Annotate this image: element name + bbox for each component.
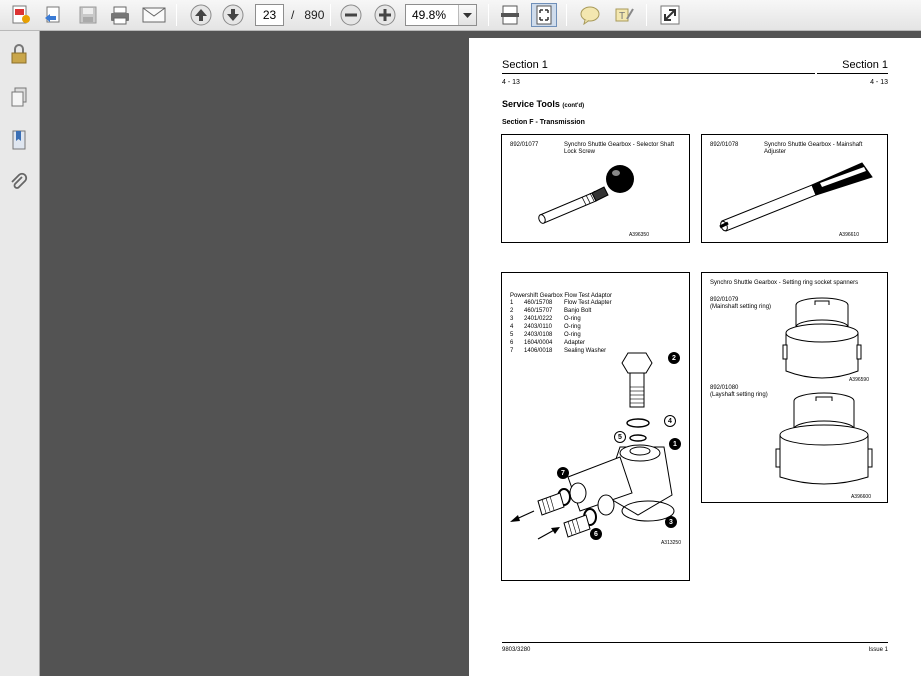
footer-left: 9803/3280 [502,647,531,653]
parts-list-item [510,300,650,308]
tool-panel-setting-ring-spanners [701,272,888,503]
next-page-icon[interactable] [220,3,246,27]
create-pdf-icon[interactable] [8,3,34,27]
callout-marker: 4 [664,415,676,427]
tool-code-2: 892/01080 [710,385,739,391]
item-number: 4 [510,324,514,330]
save-icon[interactable] [75,3,101,27]
item-code: 460/15708 [524,300,553,306]
open-file-icon[interactable] [41,3,67,27]
callout-marker: 3 [665,516,677,528]
item-number: 5 [510,332,514,338]
item-name: Flow Test Adapter [564,300,612,306]
tool-panel-mainshaft-adjuster [701,134,888,243]
tool-code-1: 892/01079 [710,297,739,303]
item-number: 3 [510,316,514,322]
item-number: 1 [510,300,514,306]
item-code: 460/15707 [524,308,553,314]
parts-list-item [510,316,650,324]
parts-list-item [510,308,650,316]
callout-marker: 5 [614,431,626,443]
zoom-select[interactable] [405,4,477,26]
mainshaft-socket-drawing [782,293,862,383]
expand-icon[interactable] [657,3,683,27]
item-code: 1604/0004 [524,340,553,346]
tool-description: Synchro Shuttle Gearbox - Selector Shaft Lock Screw [564,142,675,155]
chevron-down-icon[interactable] [458,5,476,25]
tool-label-1: (Mainshaft setting ring) [710,304,772,310]
pdf-page [469,38,921,676]
previous-page-icon[interactable] [188,3,214,27]
email-icon[interactable] [141,3,167,27]
highlight-text-icon[interactable] [611,3,637,27]
page-total-label: / 890 [291,8,325,22]
item-code: 2403/0108 [524,332,553,338]
item-code: 2401/0222 [524,316,553,322]
callout-marker: 7 [557,467,569,479]
item-name: O-ring [564,332,581,338]
figure-ref: A396350 [628,232,649,238]
zoom-in-icon[interactable] [372,3,398,27]
panel-title: Synchro Shuttle Gearbox - Setting ring socket spanners [710,280,859,286]
navigation-pane [0,31,40,676]
toolbar [0,0,921,31]
zoom-out-icon[interactable] [338,3,364,27]
tool-code: 892/01078 [710,142,739,148]
page-number-right: 4 - 13 [870,79,888,86]
parts-list-item [510,332,650,340]
page-number-left: 4 - 13 [502,79,520,86]
item-name: O-ring [564,324,581,330]
figure-ref: A396610 [838,232,859,238]
fit-width-icon[interactable] [497,3,523,27]
comment-icon[interactable] [577,3,603,27]
tool-code: 892/01077 [510,142,539,148]
flow-test-adaptor-drawing [508,345,688,545]
header-left: Section 1 [502,59,548,71]
svg-text:T: T [619,11,626,22]
lock-screw-drawing [532,155,652,225]
item-name: Adapter [564,340,586,346]
callout-marker: 1 [669,438,681,450]
item-number: 6 [510,340,514,346]
header-right: Section 1 [842,59,888,71]
print-icon[interactable] [107,3,133,27]
item-code: 1406/0018 [524,348,553,354]
footer-right: Issue 1 [868,647,888,653]
tool-description: Synchro Shuttle Gearbox - Mainshaft Adjuster [764,142,863,155]
tool-panel-flow-test-adaptor [501,272,690,581]
callout-marker: 2 [668,352,680,364]
figure-ref: A313250 [660,540,681,546]
callout-marker: 6 [590,528,602,540]
figure-ref-1: A396590 [848,377,869,383]
layshaft-socket-drawing [774,389,874,489]
item-name: Sealing Washer [564,348,607,354]
section-subheading: Section F - Transmission [502,119,585,126]
header-rule-left [502,73,815,74]
attachments-icon[interactable] [7,170,31,196]
parts-list-item [510,324,650,332]
fit-page-icon[interactable] [531,3,557,27]
page-number-input[interactable]: 23 [255,4,284,26]
item-number: 7 [510,348,514,354]
mainshaft-adjuster-drawing [712,155,882,235]
item-number: 2 [510,308,514,314]
footer-rule [502,642,888,643]
bookmarks-icon[interactable] [7,127,31,153]
lock-icon[interactable] [7,41,31,67]
section-heading: Service Tools (cont'd) [502,99,585,109]
pages-icon[interactable] [7,84,31,110]
panel-title: Powershift Gearbox Flow Test Adaptor [510,293,612,299]
zoom-value: 49.8% [412,8,447,22]
item-name: O-ring [564,316,581,322]
header-rule-right [817,73,888,74]
item-code: 2403/0110 [524,324,552,330]
tool-panel-selector-screw [501,134,690,243]
figure-ref-2: A396600 [850,494,871,500]
item-name: Banjo Bolt [564,308,592,314]
tool-label-2: (Layshaft setting ring) [710,392,768,398]
